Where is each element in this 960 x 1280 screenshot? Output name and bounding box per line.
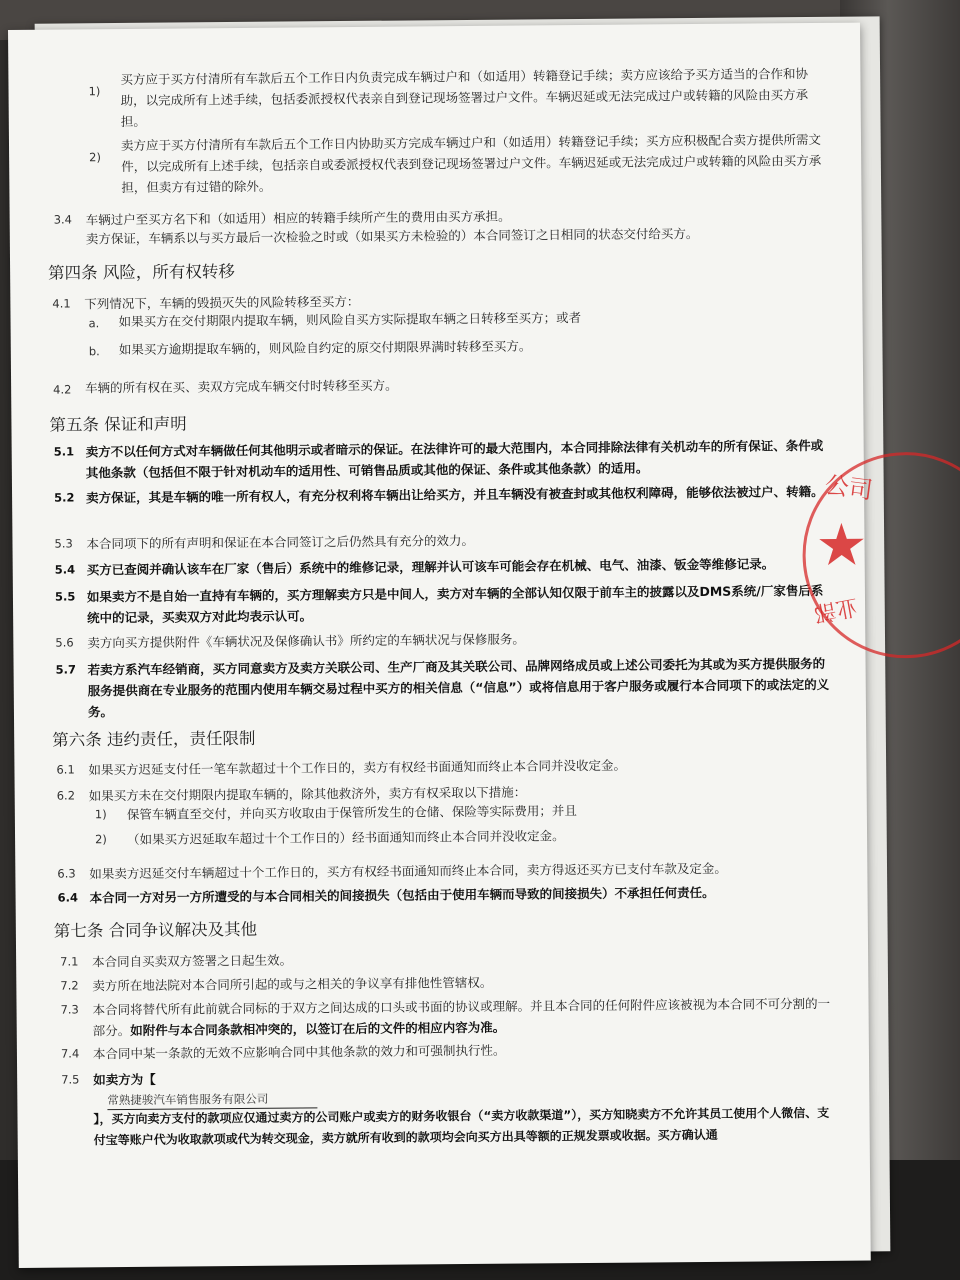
clause-7-2: 卖方所在地法院对本合同所引起的或与之相关的争议享有排他性管辖权。 [92,974,493,994]
clause-6-4: 本合同一方对另一方所遭受的与本合同相关的间接损失（包括由于使用车辆而导致的间接损失）不承担任何责任。 [89,884,715,906]
clause-6-2: 如果买方未在交付期限内提取车辆的，除其他救济外，卖方有权采取以下措施： [88,784,527,804]
clause-6-2-2: （如果买方迟延取车超过十个工作日的）经书面通知而终止本合同并没收定金。 [127,828,565,847]
clause-number: 7.3 [60,1002,79,1017]
clause-number: 7.2 [60,978,79,993]
clause-number: 4.2 [53,382,72,397]
clause-5-6: 卖方向买方提供附件《车辆状况及保修确认书》所约定的车辆状况与保修服务。 [87,631,525,651]
clause-number: 5.1 [53,444,75,459]
clause-4-2: 车辆的所有权在买、卖双方完成车辆交付时转移至买方。 [85,377,398,396]
article-7-heading: 第七条 合同争议解决及其他 [53,919,258,941]
clause-3-3-2: 卖方应于买方付清所有车款后五个工作日内协助买方完成车辆过户和（如适用）转籍登记手续；买方应积极配合卖方提供所需文件，以完成所有上述手续，包括亲自或委派授权代表到登记现场签署过户文件。车辆迟延或无法完成过户或转籍的风险由买方承担，但卖方有过错的除外。 [120,131,822,196]
clause-number: 5.2 [54,490,75,505]
clause-number: 7.4 [60,1046,80,1061]
clause-5-1: 卖方不以任何方式对车辆做任何其他明示或者暗示的保证。在法律许可的最大范围内，本合同排除法律有关机动车的所有保证、条件或其他条款（包括但不限于针对机动车的适用性、可销售品质或其他的保证、条件或其他条款）的适用。 [85,437,824,481]
clause-5-2: 卖方保证，其是车辆的唯一所有权人，有充分权利将车辆出让给买方，并且车辆没有被查封或其他权利障碍，能够依法被过户、转籍。 [86,483,824,506]
seal-bottom-text: 业部 [811,593,860,626]
clause-7-3-text: 本合同将替代所有此前就合同标的于双方之间达成的口头或书面的协议或理解。并且本合同的任何附件应该被视为本合同不可分割的一部分。 [92,995,831,1039]
clause-number: 6.4 [57,890,79,905]
clause-5-3: 本合同项下的所有声明和保证在本合同签订之后仍然具有充分的效力。 [86,532,475,552]
clause-number: 7.5 [61,1072,80,1087]
clause-3-4-a: 车辆过户至买方名下和（如适用）相应的转籍手续所产生的费用由买方承担。 [85,208,511,228]
contract-page [8,23,875,1268]
clause-number: 2) [95,832,107,847]
clause-7-4: 本合同中某一条款的无效不应影响合同中其他条款的效力和可强制执行性。 [92,1042,506,1062]
clause-number: 3.4 [53,212,73,227]
clause-6-1: 如果买方迟延支付任一笔车款超过十个工作日的，卖方有权经书面通知而终止本合同并没收定金。 [88,757,627,778]
clause-number: 5.5 [54,589,76,604]
clause-number: 4.1 [52,296,71,311]
clause-3-4-b: 卖方保证，车辆系以与买方最后一次检验之时或（如果买方未检验的）本合同签订之日相同的状态交付给买方。 [85,225,699,247]
clause-7-5-body: 】，买方向卖方支付的款项应仅通过卖方的公司账户或卖方的财务收银台（“卖方收款渠道”），买方知晓卖方不允许其员工使用个人微信、支付宝等账户代为收取款项或代为转交现金，卖方就所有收到的款项均会向买方出具等额的正规发票或收据。买方确认通 [93,1105,830,1148]
clause-number: 5.7 [55,662,77,677]
clause-number: 5.6 [55,635,74,650]
clause-number: 5.3 [54,536,73,551]
clause-5-7: 若卖方系汽车经销商，买方同意卖方及卖方关联公司、生产厂商及其关联公司、品牌网络成员或上述公司委托为其或为买方提供服务的服务提供商在专业服务的范围内使用车辆交易过程中买方的相关信息（“信息”）或将信息用于客户服务或履行本合同项下的或法定的义务。 [87,655,830,720]
clause-4-1: 下列情况下，车辆的毁损灭失的风险转移至买方： [84,293,360,312]
clause-number: b. [88,344,100,359]
clause-4-1-a: 如果买方在交付期限内提取车辆，则风险自买方实际提取车辆之日转移至买方；或者 [118,310,582,330]
article-4-heading: 第四条 风险，所有权转移 [48,262,235,283]
clause-number: 7.1 [60,954,79,969]
seal-star-icon: ★ [815,510,868,579]
clause-number: 5.4 [54,562,76,577]
clause-6-2-1: 保管车辆直至交付，并向买方收取由于保管所发生的仓储、保险等实际费用；并且 [126,803,577,822]
article-5-heading: 第五条 保证和声明 [49,414,187,435]
seal-top-text: 公司 [823,470,875,505]
clause-7-1: 本合同自买卖双方签署之日起生效。 [92,952,293,970]
clause-7-3 [92,993,832,1041]
clause-7-3-bold: 如附件与本合同条款相冲突的，以签订在后的文件的相应内容为准。 [130,1019,506,1038]
clause-number: 6.2 [56,788,76,803]
article-6-heading: 第六条 违约责任，责任限制 [52,728,256,750]
clause-number: 1) [88,84,101,99]
clause-4-1-b: 如果买方逾期提取车辆的，则风险自约定的原交付期限界满时转移至买方。 [118,338,532,358]
clause-number: 1) [94,807,107,822]
clause-number: 2) [89,150,101,165]
clause-number: 6.3 [57,866,76,881]
seller-company-name: 常熟捷骏汽车销售服务有限公司 [107,1089,317,1110]
clause-6-3: 如果卖方迟延交付车辆超过十个工作日的，买方有权经书面通知而终止本合同，卖方得返还买方已支付车款及定金。 [89,860,727,882]
clause-7-5-head: 如卖方为【 [93,1071,156,1088]
company-seal [802,451,960,659]
clause-3-3-1: 买方应于买方付清所有车款后五个工作日内负责完成车辆过户和（如适用）转籍登记手续；卖方应该给予买方适当的合作和协助，以完成所有上述手续，包括委派授权代表亲自到登记现场签署过户文件。车辆迟延或无法完成过户或转籍的风险由买方承担。 [120,66,809,130]
clause-5-4: 买方已查阅并确认该车在厂家（售后）系统中的维修记录，理解并认可该车可能会存在机械、电气、油漆、钣金等维修记录。 [86,556,775,578]
clause-5-5: 如果卖方不是自始一直持有车辆的，买方理解卖方只是中间人，卖方对车辆的全部认知仅限于前车主的披露以及DMS系统/厂家售后系统中的记录，买卖双方对此均表示认可。 [86,582,824,626]
clause-number: 6.1 [56,762,75,777]
clause-number: a. [88,316,100,331]
